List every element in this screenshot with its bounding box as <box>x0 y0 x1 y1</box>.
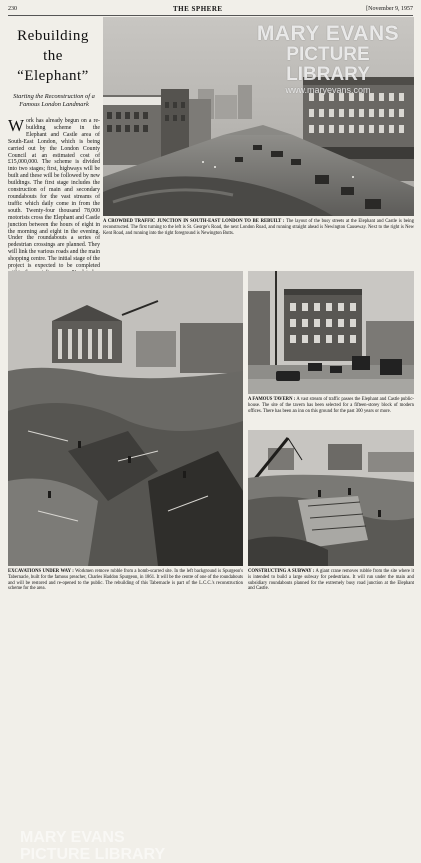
caption-lead: CONSTRUCTING A SUBWAY : <box>248 569 315 574</box>
title-line: the <box>43 48 63 64</box>
photo-constructing-subway-image <box>248 430 414 566</box>
caption-lead: A CROWDED TRAFFIC JUNCTION IN SOUTH-EAST LONDON TO BE REBUILT : <box>103 219 285 224</box>
photo-famous-tavern-image <box>248 271 414 394</box>
issue-date: [November 9, 1957 <box>366 6 413 12</box>
caption-text: A giant crane removes rubble from the site where it is intended to build a large subway for pedestrians. It will run under the main and subsidiary roundabouts planned for the extremely busy road junction at the Elephant and Castle. <box>248 569 414 592</box>
caption-excavations <box>8 569 243 592</box>
caption-lead: A FAMOUS TAVERN : <box>248 397 296 402</box>
page-number: 230 <box>8 6 17 12</box>
photo-famous-tavern <box>248 271 414 394</box>
caption-lead: EXCAVATIONS UNDER WAY : <box>8 569 74 574</box>
article-title <box>8 26 98 86</box>
watermark-url: www.maryevans.com <box>285 85 371 95</box>
caption-text: The layout of the busy streets at the Elephant and Castle is being reconstructed. The first turning to the left is St. George's Road, the next London Road, and running straight ahead is Newington Causeway. Next to the right is New Kent Road, and running into the right foreground is Newington Butts. <box>103 219 414 236</box>
watermark-line: MARY EVANS <box>20 829 125 846</box>
caption-traffic-junction <box>103 219 414 236</box>
body-text: ork has already begun on a re-building scheme in the Elephant and Castle area of South-East London, which is being carried out by the London County Council at an estimated cost of £15,000,000. The scheme is divided into two stages; first, highways will be built and these will be followed by new buildings. The first stage includes the construction of main and secondary roundabouts for the vast streams of traffic which daily come in from the south. Twenty-four thousand 78,000 motorists cross the Elephant and Castle junction between the hours of eight in the morning and eight in the evening. Under the roundabouts a series of pedestrian crossings are planned. They will link the various roads and the main shopping centre. The initial stage of the project is expected to be completed <box>8 118 100 270</box>
masthead: THE SPHERE <box>173 5 223 13</box>
watermark-mary-evans-small <box>20 829 170 863</box>
watermark-mary-evans <box>248 22 408 95</box>
watermark-line: PICTURE LIBRARY <box>20 846 166 863</box>
photo-traffic-junction <box>103 17 414 216</box>
drop-cap: W <box>8 116 25 135</box>
caption-text: Workmen remove rubble from a bomb-scarred site. In the left background is Spurgeon's Tabernacle, built for the famous preacher, Charles Haddon Spurgeon, in 1861. It will be the centre of one of the roundabouts and will be restored and re-opened to the public. The rebuilding of this Tabernacle is part of the L.C.C.'s reconstruction scheme for the area. <box>8 569 244 592</box>
caption-constructing-subway <box>248 569 414 592</box>
title-line: Rebuilding <box>17 28 89 44</box>
caption-text: A vast stream of traffic passes the Elephant and Castle public-house. The site of the tavern has been selected for a fifteen-storey block of modern offices. There has been an inn on this ground for the past 300 years or more. <box>248 397 414 414</box>
photo-constructing-subway <box>248 430 414 566</box>
header-rule <box>8 15 413 16</box>
watermark-line: MARY EVANS <box>256 22 400 45</box>
article-subtitle: Starting the Reconstruction of a Famous London Landmark <box>13 93 95 108</box>
title-line: “Elephant” <box>17 68 89 84</box>
watermark-line: PICTURE LIBRARY <box>286 44 370 85</box>
photo-excavations-image <box>8 271 243 566</box>
caption-famous-tavern <box>248 397 414 414</box>
